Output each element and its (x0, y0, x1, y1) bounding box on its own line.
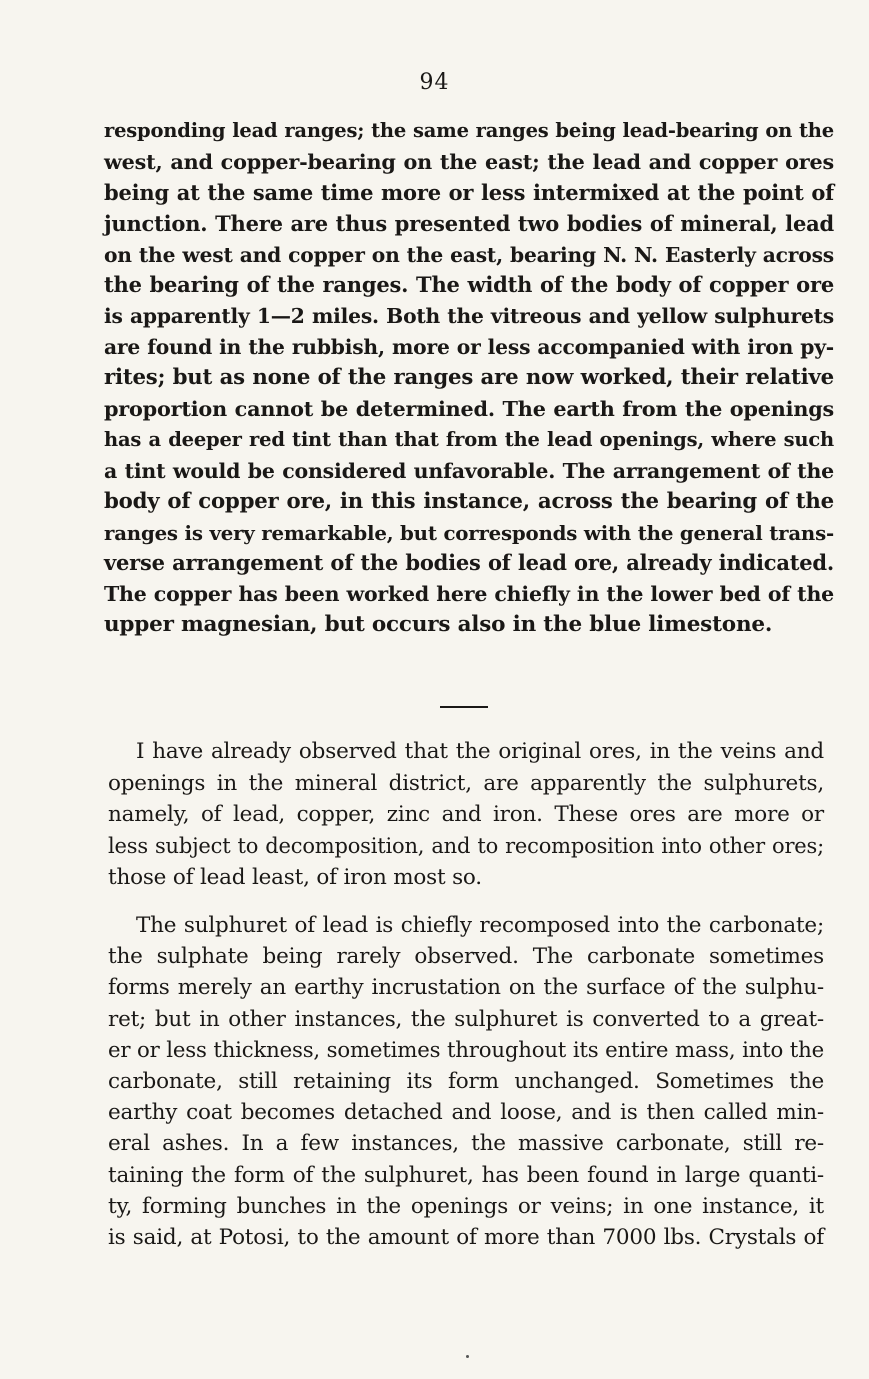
text-line: I have already observed that the original ores, in the veins and (136, 739, 824, 764)
text-line: earthy coat becomes detached and loose, and is then called min- (108, 1100, 824, 1126)
text-line: the bearing of the ranges. The width of the body of copper ore (104, 272, 834, 298)
text-line: proportion cannot be determined. The earth from the openings (104, 397, 834, 422)
text-line: body of copper ore, in this instance, across the bearing of the (104, 488, 834, 514)
paragraph-original-ores (108, 736, 824, 894)
text-line: namely, of lead, copper, zinc and iron. These ores are more or (108, 802, 824, 827)
text-line: openings in the mineral district, are apparently the sulphurets, (108, 770, 824, 796)
text-line: on the west and copper on the east, bearing N. N. Easterly across (104, 242, 834, 267)
text-line: the sulphate being rarely observed. The carbonate sometimes (108, 944, 824, 970)
section-divider (440, 706, 488, 708)
text-line: verse arrangement of the bodies of lead ore, already indicated. (104, 550, 834, 576)
text-line: eral ashes. In a few instances, the massive carbonate, still re- (108, 1131, 824, 1157)
paragraph-copper-ranges (104, 116, 834, 641)
text-line: those of lead least, of iron most so. (108, 865, 482, 890)
text-line: ty, forming bunches in the openings or veins; in one instance, it (108, 1193, 824, 1219)
text-line: west, and copper-bearing on the east; the lead and copper ores (104, 149, 834, 174)
text-line: junction. There are thus presented two bodies of mineral, lead (104, 210, 834, 236)
ink-speck (466, 1355, 469, 1358)
text-line: upper magnesian, but occurs also in the blue limestone. (104, 612, 773, 638)
text-line: being at the same time more or less intermixed at the point of (104, 179, 834, 205)
text-line: a tint would be considered unfavorable. The arrangement of the (104, 458, 834, 483)
text-line: less subject to decomposition, and to recomposition into other ores; (108, 833, 824, 858)
text-line: rites; but as none of the ranges are now worked, their relative (104, 365, 834, 391)
page-number: 94 (419, 70, 450, 95)
text-line: is apparently 1—2 miles. Both the vitreous and yellow sulphurets (104, 304, 834, 329)
text-line: carbonate, still retaining its form unchanged. Sometimes the (108, 1068, 824, 1094)
text-line: responding lead ranges; the same ranges being lead-bearing on the (104, 119, 834, 142)
text-line: has a deeper red tint than that from the lead openings, where such (104, 427, 834, 451)
text-line: ret; but in other instances, the sulphuret is converted to a great- (108, 1006, 824, 1032)
text-line: The copper has been worked here chiefly in the lower bed of the (104, 582, 834, 607)
paragraph-sulphuret-of-lead (108, 910, 824, 1253)
text-line: er or less thickness, sometimes throughout its entire mass, into the (108, 1037, 824, 1063)
text-line: is said, at Potosi, to the amount of more than 7000 lbs. Crystals of (108, 1224, 824, 1250)
text-line: The sulphuret of lead is chiefly recomposed into the carbonate; (136, 913, 824, 938)
text-line: ranges is very remarkable, but corresponds with the general trans- (104, 520, 834, 545)
text-line: forms merely an earthy incrustation on the surface of the sulphu- (108, 975, 824, 1001)
text-line: taining the form of the sulphuret, has been found in large quanti- (108, 1162, 824, 1188)
text-line: are found in the rubbish, more or less accompanied with iron py- (104, 335, 834, 360)
